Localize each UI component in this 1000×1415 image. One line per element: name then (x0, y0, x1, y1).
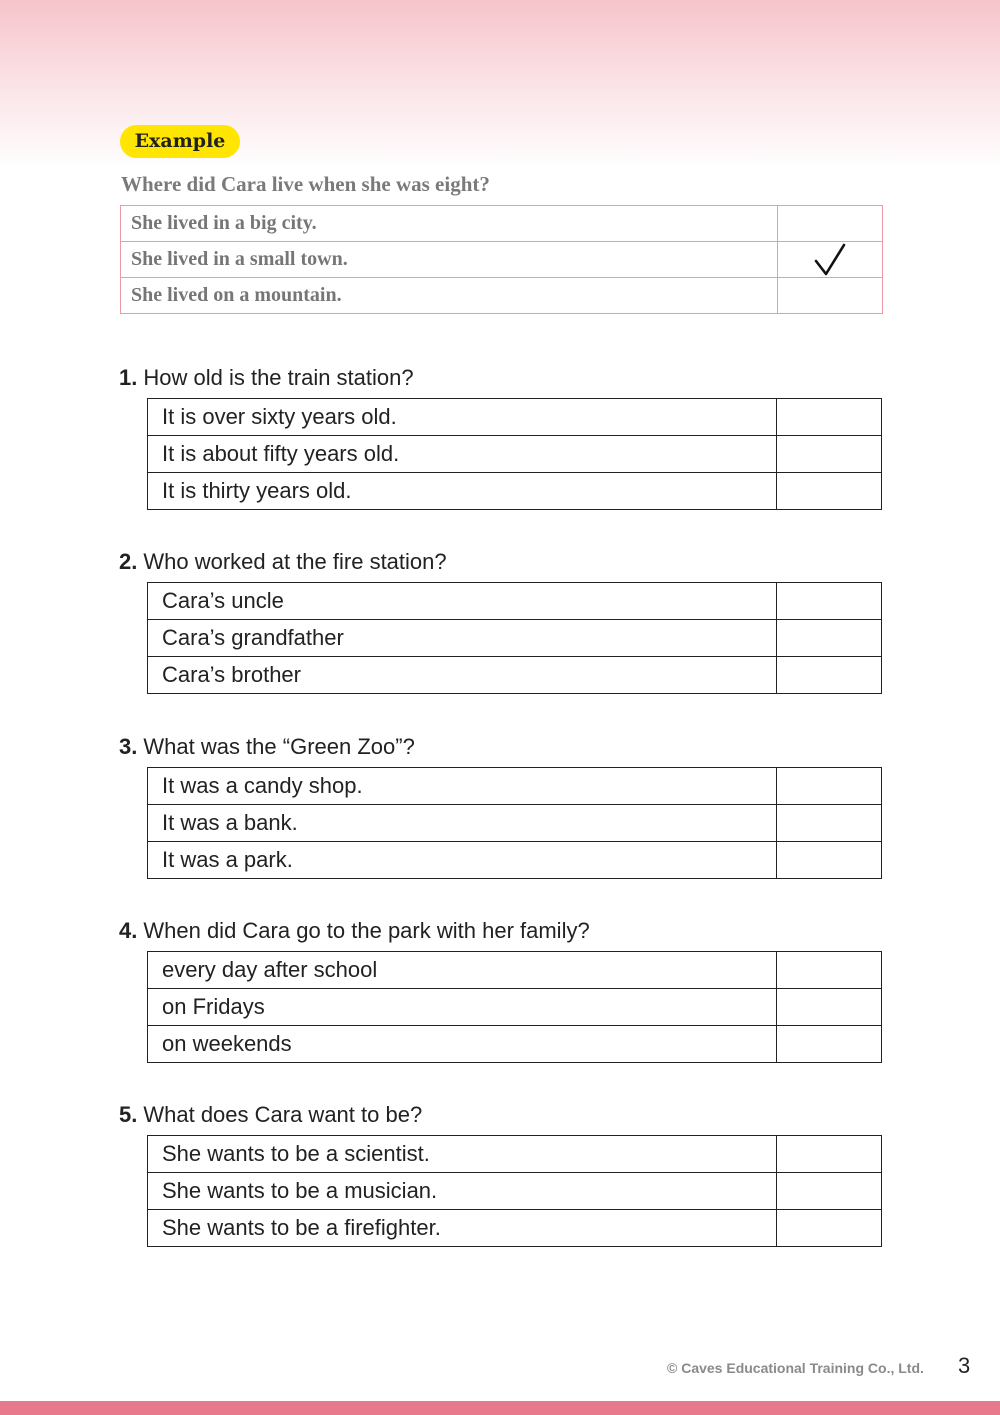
question-text: When did Cara go to the park with her family? (143, 918, 590, 943)
option-text: Cara’s grandfather (148, 620, 777, 657)
question-text: Who worked at the fire station? (143, 549, 447, 574)
example-checkbox[interactable] (778, 278, 883, 314)
option-row (148, 952, 882, 989)
option-row (148, 1210, 882, 1247)
option-row (148, 842, 882, 879)
option-text: It was a park. (148, 842, 777, 879)
answer-checkbox[interactable] (777, 842, 882, 879)
question-text: How old is the train station? (143, 365, 414, 390)
answer-checkbox[interactable] (777, 1136, 882, 1173)
answer-checkbox[interactable] (777, 1210, 882, 1247)
option-text: Cara’s uncle (148, 583, 777, 620)
option-text: It was a bank. (148, 805, 777, 842)
option-row (148, 1026, 882, 1063)
option-row (148, 620, 882, 657)
option-row (148, 1136, 882, 1173)
question-2-answer-table (147, 582, 882, 694)
answer-checkbox[interactable] (777, 583, 882, 620)
question-4 (119, 918, 590, 944)
footer-bar (0, 1401, 1000, 1415)
answer-checkbox[interactable] (777, 436, 882, 473)
option-text: It is thirty years old. (148, 473, 777, 510)
question-5-answer-table (147, 1135, 882, 1247)
answer-checkbox[interactable] (777, 1173, 882, 1210)
option-row (148, 1173, 882, 1210)
question-text: What does Cara want to be? (143, 1102, 423, 1127)
copyright-text: © Caves Educational Training Co., Ltd. (667, 1360, 924, 1376)
option-text: She wants to be a scientist. (148, 1136, 777, 1173)
option-row (148, 583, 882, 620)
option-text: It is about fifty years old. (148, 436, 777, 473)
option-row (148, 768, 882, 805)
option-row (148, 657, 882, 694)
example-checkbox[interactable] (778, 206, 883, 242)
option-row (148, 473, 882, 510)
question-3-answer-table (147, 767, 882, 879)
example-option-text: She lived in a big city. (121, 206, 778, 242)
option-text: every day after school (148, 952, 777, 989)
question-1-answer-table (147, 398, 882, 510)
example-option-row (121, 206, 883, 242)
option-text: It is over sixty years old. (148, 399, 777, 436)
option-row (148, 805, 882, 842)
example-answer-table (120, 205, 883, 314)
answer-checkbox[interactable] (777, 989, 882, 1026)
option-row (148, 989, 882, 1026)
example-question: Where did Cara live when she was eight? (121, 172, 490, 196)
option-row (148, 399, 882, 436)
question-4-answer-table (147, 951, 882, 1063)
question-number: 5. (119, 1102, 138, 1127)
example-option-text: She lived in a small town. (121, 242, 778, 278)
option-row (148, 436, 882, 473)
option-text: It was a candy shop. (148, 768, 777, 805)
example-option-row (121, 278, 883, 314)
question-number: 3. (119, 734, 138, 759)
option-text: She wants to be a firefighter. (148, 1210, 777, 1247)
question-number: 4. (119, 918, 138, 943)
answer-checkbox[interactable] (777, 952, 882, 989)
answer-checkbox[interactable] (777, 657, 882, 694)
option-text: She wants to be a musician. (148, 1173, 777, 1210)
option-text: on Fridays (148, 989, 777, 1026)
question-1 (119, 365, 414, 391)
question-text: What was the “Green Zoo”? (143, 734, 415, 759)
question-5 (119, 1102, 422, 1128)
answer-checkbox[interactable] (777, 473, 882, 510)
checkmark-icon (813, 243, 847, 277)
question-3 (119, 734, 415, 760)
example-option-row (121, 242, 883, 278)
page-number: 3 (958, 1353, 971, 1378)
example-option-text: She lived on a mountain. (121, 278, 778, 314)
answer-checkbox[interactable] (777, 768, 882, 805)
question-number: 2. (119, 549, 138, 574)
option-text: Cara’s brother (148, 657, 777, 694)
answer-checkbox[interactable] (777, 805, 882, 842)
answer-checkbox[interactable] (777, 620, 882, 657)
option-text: on weekends (148, 1026, 777, 1063)
question-2 (119, 549, 447, 575)
question-number: 1. (119, 365, 138, 390)
answer-checkbox[interactable] (777, 1026, 882, 1063)
example-badge: Example (120, 125, 240, 158)
example-checkbox[interactable] (778, 242, 883, 278)
answer-checkbox[interactable] (777, 399, 882, 436)
